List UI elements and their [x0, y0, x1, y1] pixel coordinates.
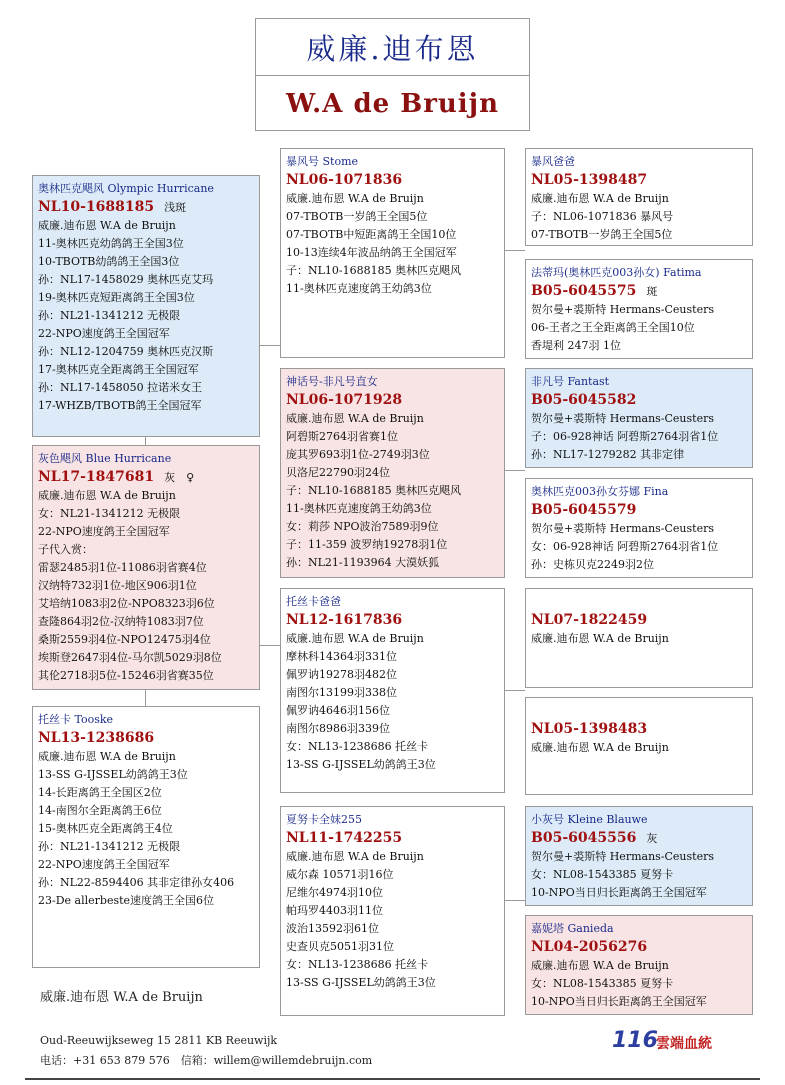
- detail-line: 威尔森 10571羽16位: [286, 868, 394, 881]
- pedigree-card-great-grandparent: [525, 148, 753, 246]
- ring-text: NL13-1238686: [38, 730, 155, 746]
- title-box: [255, 18, 530, 131]
- detail-line: 威廉.迪布恩 W.A de Bruijn: [286, 632, 424, 645]
- detail-line: 10-TBOTB幼鸽鸽王全国3位: [38, 255, 180, 268]
- detail-line: 贝洛尼22790羽24位: [286, 466, 390, 479]
- connector: [145, 690, 146, 706]
- connector: [260, 345, 280, 346]
- connector: [505, 900, 525, 901]
- detail-line: 15-奥林匹克全距离鸽王4位: [38, 822, 173, 835]
- detail-line: 10-NPO当日归长距离鸽王全国冠军: [531, 995, 707, 1008]
- detail-line: 帕玛罗4403羽11位: [286, 904, 383, 917]
- detail-line: 埃斯登2647羽4位-马尔凯5029羽8位: [38, 651, 222, 664]
- detail-line: 贺尔曼+裘斯特 Hermans-Ceusters: [531, 850, 714, 863]
- detail-line: 威廉.迪布恩 W.A de Bruijn: [38, 489, 176, 502]
- detail-line: 子：06-928神话 阿碧斯2764羽省1位: [531, 430, 719, 443]
- detail-line: 孙：NL12-1204759 奥林匹克汉斯: [38, 345, 214, 358]
- detail-line: 22-NPO速度鸽王全国冠军: [38, 525, 170, 538]
- ring-number: [286, 171, 499, 190]
- ring-text: B05-6045579: [531, 502, 637, 518]
- detail-line: 贺尔曼+裘斯特 Hermans-Ceusters: [531, 412, 714, 425]
- detail-line: 子：NL10-1688185 奥林匹克飓风: [286, 264, 462, 277]
- detail-line: 南图尔13199羽338位: [286, 686, 397, 699]
- detail-line: 孙：NL17-1458050 拉诺米女王: [38, 381, 203, 394]
- detail-line: 14-南图尔全距离鸽王6位: [38, 804, 162, 817]
- pedigree-card-sire: [32, 175, 260, 437]
- ring-number: [531, 829, 747, 848]
- detail-line: 07-TBOTB一岁鸽王全国5位: [531, 228, 673, 241]
- detail-line: 史查贝克5051羽31位: [286, 940, 394, 953]
- pigeon-name: 嘉妮塔 Ganieda: [531, 922, 614, 935]
- detail-line: 女：06-928神话 阿碧斯2764羽省1位: [531, 540, 719, 553]
- ring-number: [531, 171, 747, 190]
- detail-line: 子：NL06-1071836 暴风号: [531, 210, 674, 223]
- detail-line: 13-SS G-IJSSEL幼鸽鸽王3位: [38, 768, 188, 781]
- detail-line: 女：NL13-1238686 托丝卡: [286, 958, 429, 971]
- ring-text: NL17-1847681: [38, 469, 155, 485]
- detail-line: 威廉.迪布恩 W.A de Bruijn: [531, 741, 669, 754]
- pigeon-name: 托丝卡爸爸: [286, 595, 341, 608]
- detail-line: 女：NL08-1543385 夏努卡: [531, 977, 674, 990]
- detail-line: 尼维尔4974羽10位: [286, 886, 383, 899]
- ring-text: NL07-1822459: [531, 612, 648, 628]
- pigeon-name: 暴风号 Stome: [286, 155, 359, 168]
- color-tag: 灰 ♀: [164, 471, 195, 484]
- ring-text: B05-6045575: [531, 283, 637, 299]
- ring-number: [531, 720, 747, 739]
- detail-line: 香堤利 247羽 1位: [531, 339, 621, 352]
- pedigree-card-grandsire: [280, 588, 505, 793]
- ring-text: NL06-1071928: [286, 392, 403, 408]
- pedigree-card-grandsire: [280, 148, 505, 358]
- owner-name: 威廉.迪布恩 W.A de Bruijn: [40, 990, 203, 1005]
- pigeon-name: 奥林匹克飓风 Olympic Hurricane: [38, 182, 214, 195]
- ring-number: [531, 611, 747, 630]
- pedigree-card-great-grandparent: [525, 806, 753, 906]
- detail-line: 艾培纳1083羽2位-NPO8323羽6位: [38, 597, 215, 610]
- pedigree-card-great-grandparent: [525, 259, 753, 359]
- pigeon-name: 奥林匹克003孙女芬娜 Fina: [531, 485, 669, 498]
- ring-text: NL10-1688185: [38, 199, 155, 215]
- detail-line: 查隆864羽2位-汉纳特1083羽7位: [38, 615, 204, 628]
- detail-line: 汉纳特732羽1位-地区906羽1位: [38, 579, 197, 592]
- detail-line: 13-SS G-IJSSEL幼鸽鸽王3位: [286, 758, 436, 771]
- color-tag: 斑: [646, 285, 658, 298]
- color-tag: 灰: [646, 832, 658, 845]
- detail-line: 女：NL13-1238686 托丝卡: [286, 740, 429, 753]
- detail-line: 23-De allerbeste速度鸽王全国6位: [38, 894, 215, 907]
- detail-line: 桑斯2559羽4位-NPO12475羽4位: [38, 633, 211, 646]
- detail-line: 19-奥林匹克短距离鸽王全国3位: [38, 291, 195, 304]
- ring-text: NL05-1398487: [531, 172, 648, 188]
- detail-line: 贺尔曼+裘斯特 Hermans-Ceusters: [531, 303, 714, 316]
- detail-line: 13-SS G-IJSSEL幼鸽鸽王3位: [286, 976, 436, 989]
- pigeon-name: 神话号-非凡号直女: [286, 375, 378, 388]
- detail-line: 威廉.迪布恩 W.A de Bruijn: [531, 959, 669, 972]
- detail-line: 其伦2718羽5位-15246羽省赛35位: [38, 669, 214, 682]
- detail-line: 06-王者之王全距离鸽王全国10位: [531, 321, 695, 334]
- detail-line: 10-NPO当日归长距离鸽王全国冠军: [531, 886, 707, 899]
- brand-logo: [612, 1028, 722, 1056]
- pedigree-card-great-grandparent: [525, 478, 753, 578]
- logo-number: 116: [612, 1028, 658, 1053]
- connector: [505, 250, 525, 251]
- detail-line: 佩罗讷4646羽156位: [286, 704, 390, 717]
- detail-line: 17-WHZB/TBOTB鸽王全国冠军: [38, 399, 202, 412]
- detail-line: 威廉.迪布恩 W.A de Bruijn: [286, 850, 424, 863]
- detail-line: 威廉.迪布恩 W.A de Bruijn: [38, 750, 176, 763]
- detail-line: 摩林科14364羽331位: [286, 650, 397, 663]
- detail-line: 孙：NL21-1341212 无极限: [38, 309, 181, 322]
- ring-text: B05-6045582: [531, 392, 637, 408]
- pigeon-name: 小灰号 Kleine Blauwe: [531, 813, 648, 826]
- detail-line: 女：莉莎 NPO波治7589羽9位: [286, 520, 439, 533]
- connector: [505, 470, 525, 471]
- detail-line: 威廉.迪布恩 W.A de Bruijn: [38, 219, 176, 232]
- detail-line: 14-长距离鸽王全国区2位: [38, 786, 162, 799]
- detail-line: 贺尔曼+裘斯特 Hermans-Ceusters: [531, 522, 714, 535]
- owner-title-chinese: 威廉.迪布恩: [256, 19, 529, 76]
- pedigree-card-great-grandparent: [525, 368, 753, 468]
- owner-title-english: W.A de Bruijn: [286, 89, 499, 119]
- detail-line: 10-13连续4年波品纳鸽王全国冠军: [286, 246, 457, 259]
- ring-text: NL04-2056276: [531, 939, 648, 955]
- detail-line: 庞其罗693羽1位-2749羽3位: [286, 448, 430, 461]
- ring-number: [286, 391, 499, 410]
- ring-text: B05-6045556: [531, 830, 637, 846]
- pigeon-name: 暴风爸爸: [531, 155, 575, 168]
- detail-line: 女：NL21-1341212 无极限: [38, 507, 181, 520]
- detail-line: 佩罗讷19278羽482位: [286, 668, 397, 681]
- ring-number: [531, 501, 747, 520]
- logo-text: 雲端血統: [656, 1036, 712, 1052]
- detail-line: 11-奥林匹克速度鸽王幼鸽3位: [286, 282, 432, 295]
- ring-text: NL05-1398483: [531, 721, 648, 737]
- bottom-divider: [25, 1078, 760, 1080]
- detail-line: 波治13592羽61位: [286, 922, 379, 935]
- pedigree-card-dam: [32, 445, 260, 690]
- detail-line: 22-NPO速度鸽王全国冠军: [38, 327, 170, 340]
- ring-number: [531, 391, 747, 410]
- ring-text: NL11-1742255: [286, 830, 403, 846]
- detail-line: 22-NPO速度鸽王全国冠军: [38, 858, 170, 871]
- pigeon-name: 托丝卡 Tooske: [38, 713, 114, 726]
- address-text: Oud-Reeuwijkseweg 15 2811 KB Reeuwijk: [40, 1034, 278, 1047]
- color-tag: 浅斑: [164, 201, 187, 214]
- ring-text: NL06-1071836: [286, 172, 403, 188]
- connector: [145, 437, 146, 445]
- ring-number: [286, 829, 499, 848]
- detail-line: 孙：NL17-1458029 奥林匹克艾玛: [38, 273, 214, 286]
- pigeon-name: 灰色飓风 Blue Hurricane: [38, 452, 172, 465]
- detail-line: 07-TBOTB中短距离鸽王全国10位: [286, 228, 457, 241]
- detail-line: 女：NL08-1543385 夏努卡: [531, 868, 674, 881]
- pigeon-name: 夏努卡全妹255: [286, 813, 362, 826]
- pedigree-card-great-grandparent: [525, 588, 753, 688]
- pedigree-card-great-grandparent: [525, 915, 753, 1015]
- pedigree-card-great-grandparent: [525, 697, 753, 795]
- contact-text: 电话：+31 653 879 576 信箱：willem@willemdebruijn.com: [40, 1054, 373, 1067]
- pedigree-card-sibling: [32, 706, 260, 968]
- detail-line: 威廉.迪布恩 W.A de Bruijn: [531, 632, 669, 645]
- ring-number: [531, 938, 747, 957]
- pigeon-name: 非凡号 Fantast: [531, 375, 610, 388]
- pedigree-card-granddam: [280, 806, 505, 1016]
- detail-line: 11-奥林匹克速度鸽王幼鸽3位: [286, 502, 432, 515]
- detail-line: 阿碧斯2764羽省赛1位: [286, 430, 398, 443]
- detail-line: 威廉.迪布恩 W.A de Bruijn: [531, 192, 669, 205]
- detail-line: 威廉.迪布恩 W.A de Bruijn: [286, 192, 424, 205]
- detail-line: 威廉.迪布恩 W.A de Bruijn: [286, 412, 424, 425]
- detail-line: 孙：NL17-1279282 其非定律: [531, 448, 685, 461]
- ring-number: [38, 468, 254, 487]
- detail-line: 子：NL10-1688185 奥林匹克飓风: [286, 484, 462, 497]
- detail-line: 孙：NL21-1341212 无极限: [38, 840, 181, 853]
- detail-line: 11-奥林匹克幼鸽鸽王全国3位: [38, 237, 184, 250]
- detail-line: 子代入赏：: [38, 543, 93, 556]
- connector: [260, 645, 280, 646]
- ring-number: [286, 611, 499, 630]
- detail-line: 南图尔8986羽339位: [286, 722, 390, 735]
- pedigree-card-granddam: [280, 368, 505, 578]
- detail-line: 雷瑟2485羽1位-11086羽省赛4位: [38, 561, 207, 574]
- detail-line: 07-TBOTB一岁鸽王全国5位: [286, 210, 428, 223]
- ring-number: [38, 198, 254, 217]
- ring-number: [38, 729, 254, 748]
- ring-number: [531, 282, 747, 301]
- detail-line: 17-奥林匹克全距离鸽王全国冠军: [38, 363, 199, 376]
- connector: [505, 690, 525, 691]
- detail-line: 孙：史栋贝克2249羽2位: [531, 558, 654, 571]
- detail-line: 子：11-359 波罗纳19278羽1位: [286, 538, 448, 551]
- ring-text: NL12-1617836: [286, 612, 403, 628]
- detail-line: 孙：NL21-1193964 大漠妖狐: [286, 556, 440, 569]
- detail-line: 孙：NL22-8594406 其非定律孙女406: [38, 876, 235, 889]
- pigeon-name: 法蒂玛(奥林匹克003孙女) Fatima: [531, 266, 702, 279]
